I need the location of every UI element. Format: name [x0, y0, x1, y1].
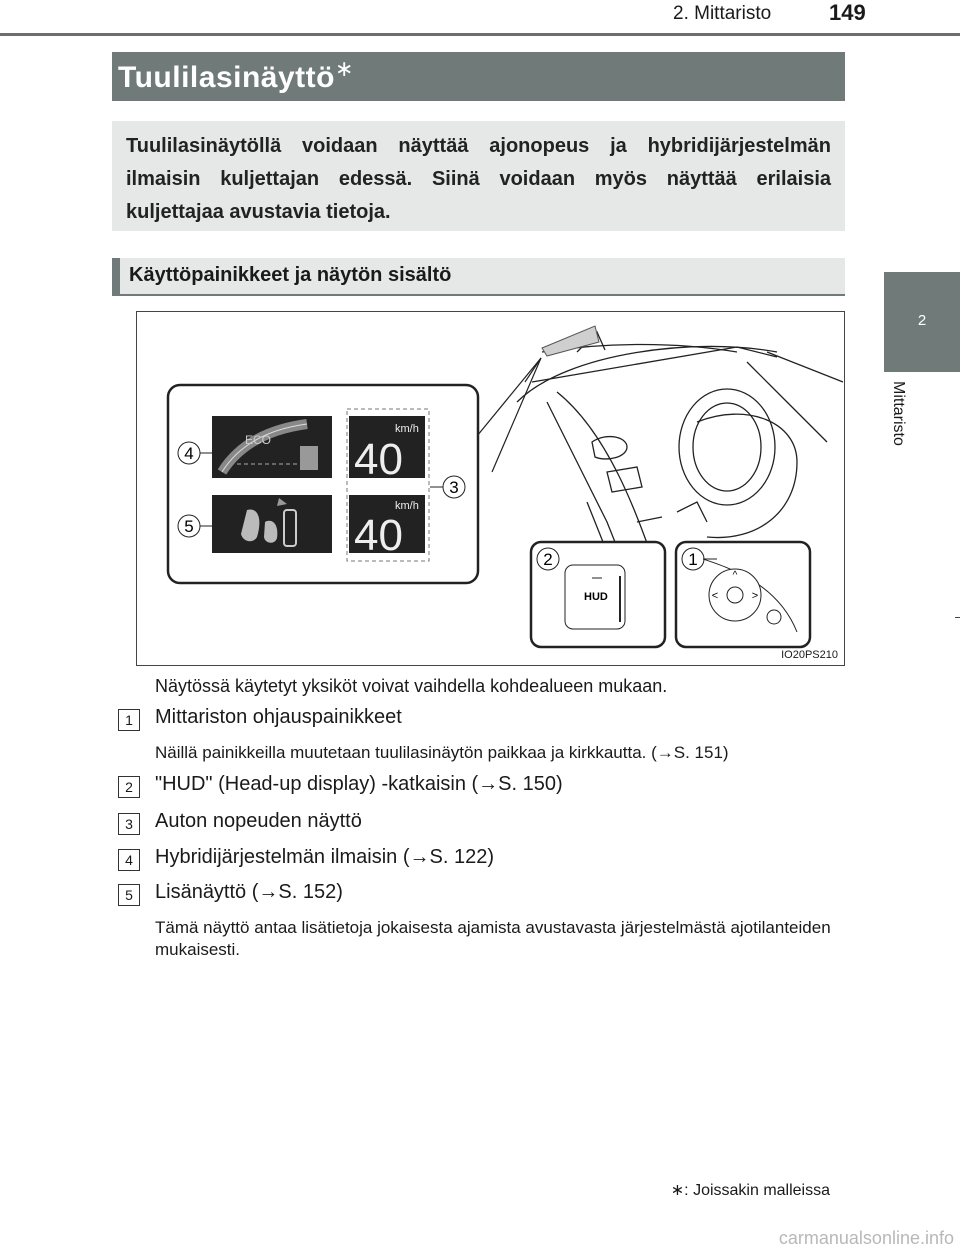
illustration-drawing	[137, 312, 844, 665]
item-text-5: Lisänäyttö (→S. 152)	[155, 881, 343, 903]
chapter-tab-label-text: Mittaristo	[890, 381, 907, 446]
section-title-bar	[112, 258, 845, 294]
item-number-3: 3	[118, 813, 140, 835]
callout-5: 5	[184, 517, 194, 536]
hud-switch-label: HUD	[584, 591, 608, 603]
dashboard-drawing	[517, 332, 843, 572]
chapter-tab-label	[881, 373, 941, 473]
item-number-2: 2	[118, 776, 140, 798]
hud-detail-box	[168, 385, 478, 583]
units-note: Näytössä käytetyt yksiköt voivat vaihdella kohdealueen mukaan.	[155, 676, 668, 696]
page-number: 149	[829, 0, 866, 25]
illustration	[136, 311, 845, 666]
speed-value-bottom: 40	[354, 511, 403, 560]
control-up-icon: ^	[732, 570, 738, 581]
item-text-2: "HUD" (Head-up display) -katkaisin (→S. 150)	[155, 773, 563, 795]
battery-gauge	[300, 446, 318, 470]
item-text-1: Mittariston ohjauspainikkeet	[155, 706, 402, 728]
pointer-lines	[477, 358, 541, 472]
chapter-tab[interactable]	[884, 272, 960, 372]
callout-4: 4	[184, 444, 194, 463]
item-number-4: 4	[118, 849, 140, 871]
item-number-1: 1	[118, 709, 140, 731]
section-marker	[112, 258, 120, 294]
footnote: ∗: Joissakin malleissa	[670, 1182, 830, 1199]
item-text-3: Auton nopeuden näyttö	[155, 810, 362, 832]
intro-box	[112, 121, 845, 231]
figure-code: IO20PS210	[781, 649, 838, 661]
back-icon	[767, 610, 781, 624]
chapter-tab-number: 2	[917, 312, 927, 329]
speed-unit-top: km/h	[395, 423, 419, 435]
speed-value-top: 40	[354, 435, 403, 484]
eco-label: ECO	[245, 433, 272, 447]
hud-projection	[542, 326, 599, 356]
control-pad-center	[727, 587, 743, 603]
item-5-description: Tämä näyttö antaa lisätietoja jokaisesta ajamista avustavasta järjestelmästä ajotilanteiden mukaisesti.	[155, 918, 831, 959]
page-title-bar	[112, 52, 845, 101]
control-left-icon: <	[711, 590, 719, 602]
footnote-marker: ∗	[334, 56, 354, 81]
item-1-description: Näillä painikkeilla muutetaan tuulilasinäytön paikkaa ja kirkkautta. (→S. 151)	[155, 743, 729, 762]
speed-unit-bottom: km/h	[395, 500, 419, 512]
header-chapter: 2. Mittaristo	[673, 3, 772, 24]
callout-1: 1	[688, 550, 698, 569]
page-title	[118, 56, 354, 95]
control-right-icon: >	[751, 590, 759, 602]
page-title-text: Tuulilasinäyttö	[118, 61, 335, 94]
section-rule	[112, 294, 845, 296]
watermark: carmanualsonline.info	[778, 1228, 954, 1248]
item-number-5: 5	[118, 884, 140, 906]
section-title: Käyttöpainikkeet ja näytön sisältö	[129, 264, 452, 286]
callout-2: 2	[543, 550, 553, 569]
callout-3: 3	[449, 478, 459, 497]
intro-text: Tuulilasinäytöllä voidaan näyttää ajonopeus ja hybridijärjestelmän ilmaisin kuljettajan edessä. Siinä voidaan myös näyttää erilaisia kuljettajaa avustavia tietoja.	[126, 135, 831, 223]
item-text-4: Hybridijärjestelmän ilmaisin (→S. 122)	[155, 846, 494, 868]
side-tick	[955, 617, 960, 618]
header-rule	[0, 33, 960, 36]
